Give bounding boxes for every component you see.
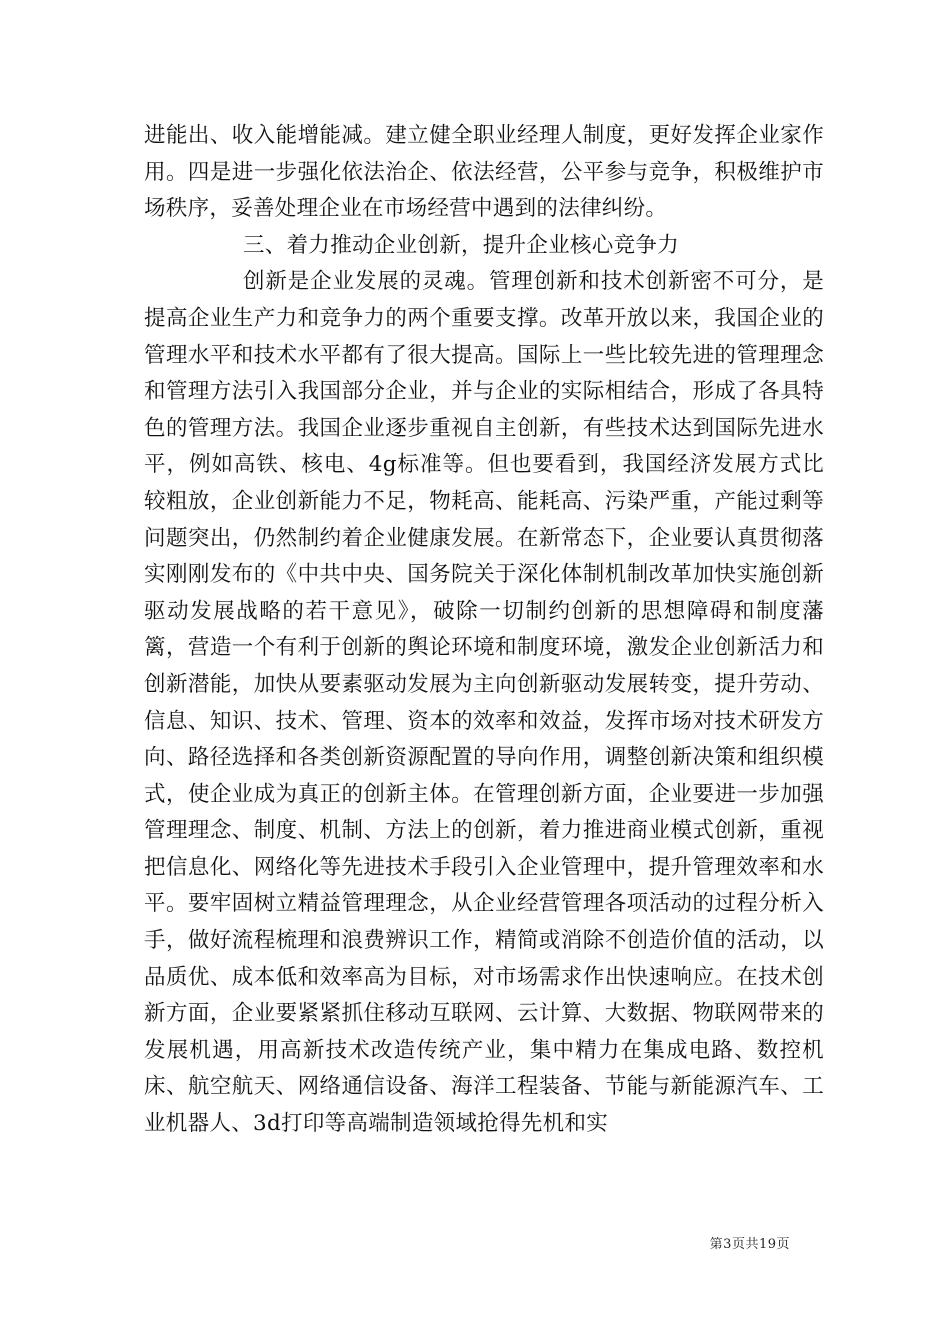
paragraph-innovation: 创新是企业发展的灵魂。管理创新和技术创新密不可分，是提高企业生产力和竞争力的两个重要支撑。改革开放以来，我国企业的管理水平和技术水平都有了很大提高。国际上一些比较先进的管理理念和管理方法引入我国部分企业，并与企业的实际相结合，形成了各具特色的管理方法。我国企业逐步重视自主创新，有些技术达到国际先进水平，例如高铁、核电、4g标准等。但也要看到，我国经济发展方式比较粗放，企业创新能力不足，物耗高、能耗高、污染严重，产能过剩等问题突出，仍然制约着企业健康发展。在新常态下，企业要认真贯彻落实刚刚发布的《中共中央、国务院关于深化体制机制改革加快实施创新驱动发展战略的若干意见》，破除一切制约创新的思想障碍和制度藩篱，营造一个有利于创新的舆论环境和制度环境，激发企业创新活力和创新潜能，加快从要素驱动发展为主向创新驱动发展转变，提升劳动、信息、知识、技术、管理、资本的效率和效益，发挥市场对技术研发方向、路径选择和各类创新资源配置的导向作用，调整创新决策和组织模式，使企业成为真正的创新主体。在管理创新方面，企业要进一步加强管理理念、制度、机制、方法上的创新，着力推进商业模式创新，重视把信息化、网络化等先进技术手段引入企业管理中，提升管理效率和水平。要牢固树立精益管理理念，从企业经营管理各项活动的过程分析入手，做好流程梳理和浪费辨识工作，精简或消除不创造价值的活动，以品质优、成本低和效率高为目标，对市场需求作出快速响应。在技术创新方面，企业要紧紧抓住移动互联网、云计算、大数据、物联网带来的发展机遇，用高新技术改造传统产业，集中精力在集成电路、数控机床、航空航天、网络通信设备、海洋工程装备、节能与新能源汽车、工业机器人、3d打印等高端制造领域抢得先机和实 bbox=[144, 269, 824, 1137]
paragraph-continued: 进能出、收入能增能减。建立健全职业经理人制度，更好发挥企业家作用。四是进一步强化依法治企、依法经营，公平参与竞争，积极维护市场秩序，妥善处理企业在市场经营中遇到的法律纠纷。 bbox=[144, 123, 824, 222]
section-heading: 三、着力推动企业创新，提升企业核心竞争力 bbox=[243, 232, 680, 258]
page-number-footer: 第3页共19页 bbox=[709, 1237, 790, 1252]
document-body bbox=[144, 118, 824, 1143]
